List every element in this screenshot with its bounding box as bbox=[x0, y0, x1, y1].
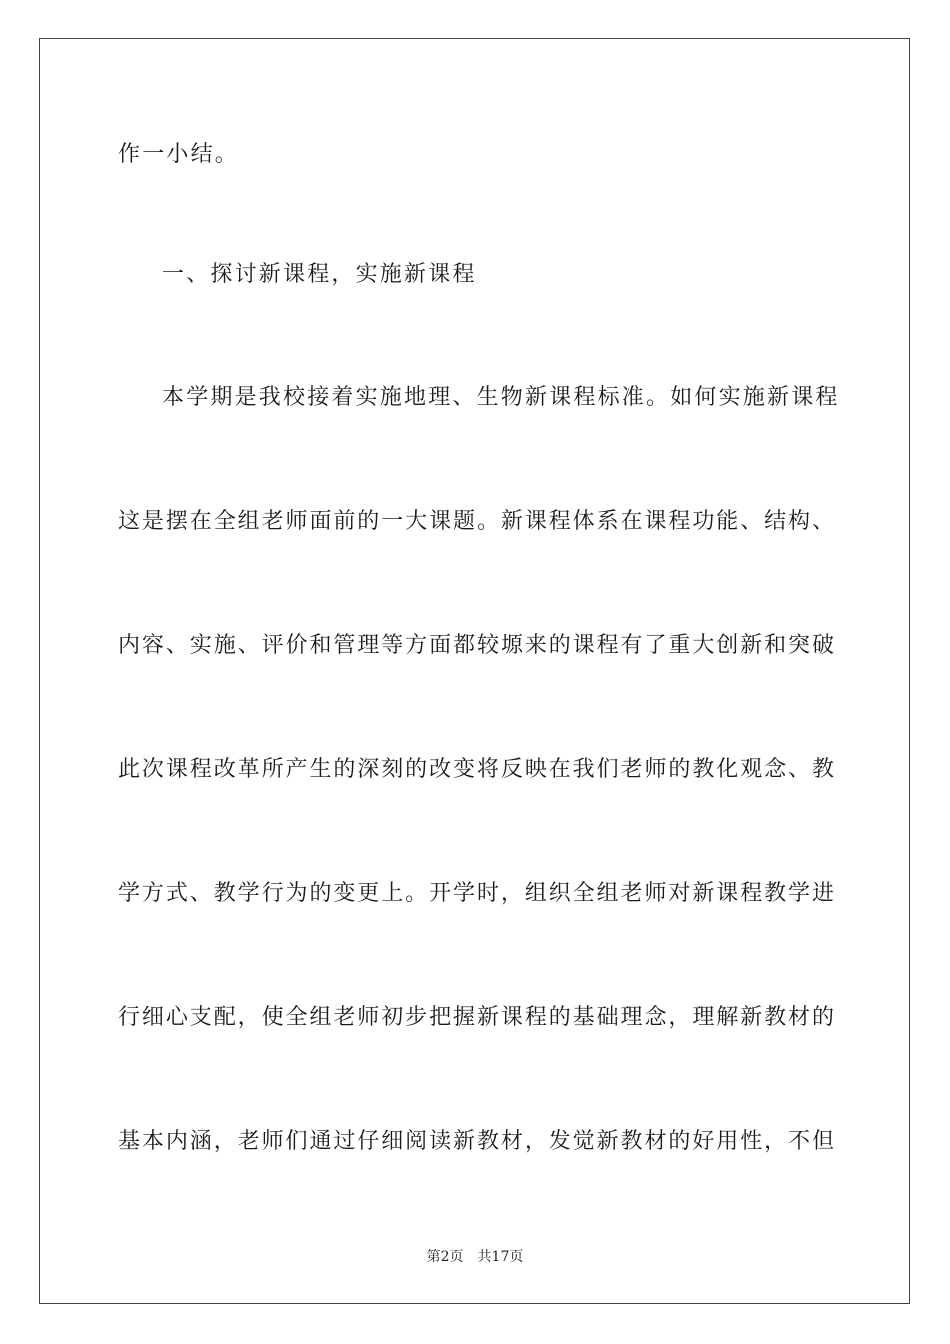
page-border bbox=[39, 38, 910, 1304]
text-line-8: 行细心支配，使全组老师初步把握新课程的基础理念，理解新教材的 bbox=[118, 1005, 834, 1030]
section-heading: 一、探讨新课程，实施新课程 bbox=[162, 262, 477, 287]
text-line-7: 学方式、教学行为的变更上。开学时，组织全组老师对新课程教学进 bbox=[118, 881, 834, 906]
text-line-4: 这是摆在全组老师面前的一大课题。新课程体系在课程功能、结构、 bbox=[118, 509, 834, 534]
text-line-5: 内容、实施、评价和管理等方面都较塬来的课程有了重大创新和突破 bbox=[118, 633, 834, 658]
text-line-6: 此次课程改革所产生的深刻的改变将反映在我们老师的教化观念、教 bbox=[118, 757, 834, 782]
text-line-1: 作一小结。 bbox=[118, 142, 240, 167]
page-number: 第2页 bbox=[426, 1249, 464, 1265]
page-footer bbox=[0, 1248, 950, 1266]
text-line-3: 本学期是我校接着实施地理、生物新课程标准。如何实施新课程 bbox=[162, 385, 840, 410]
text-line-9: 基本内涵，老师们通过仔细阅读新教材，发觉新教材的好用性，不但 bbox=[118, 1129, 834, 1154]
page-total: 共17页 bbox=[477, 1249, 524, 1265]
